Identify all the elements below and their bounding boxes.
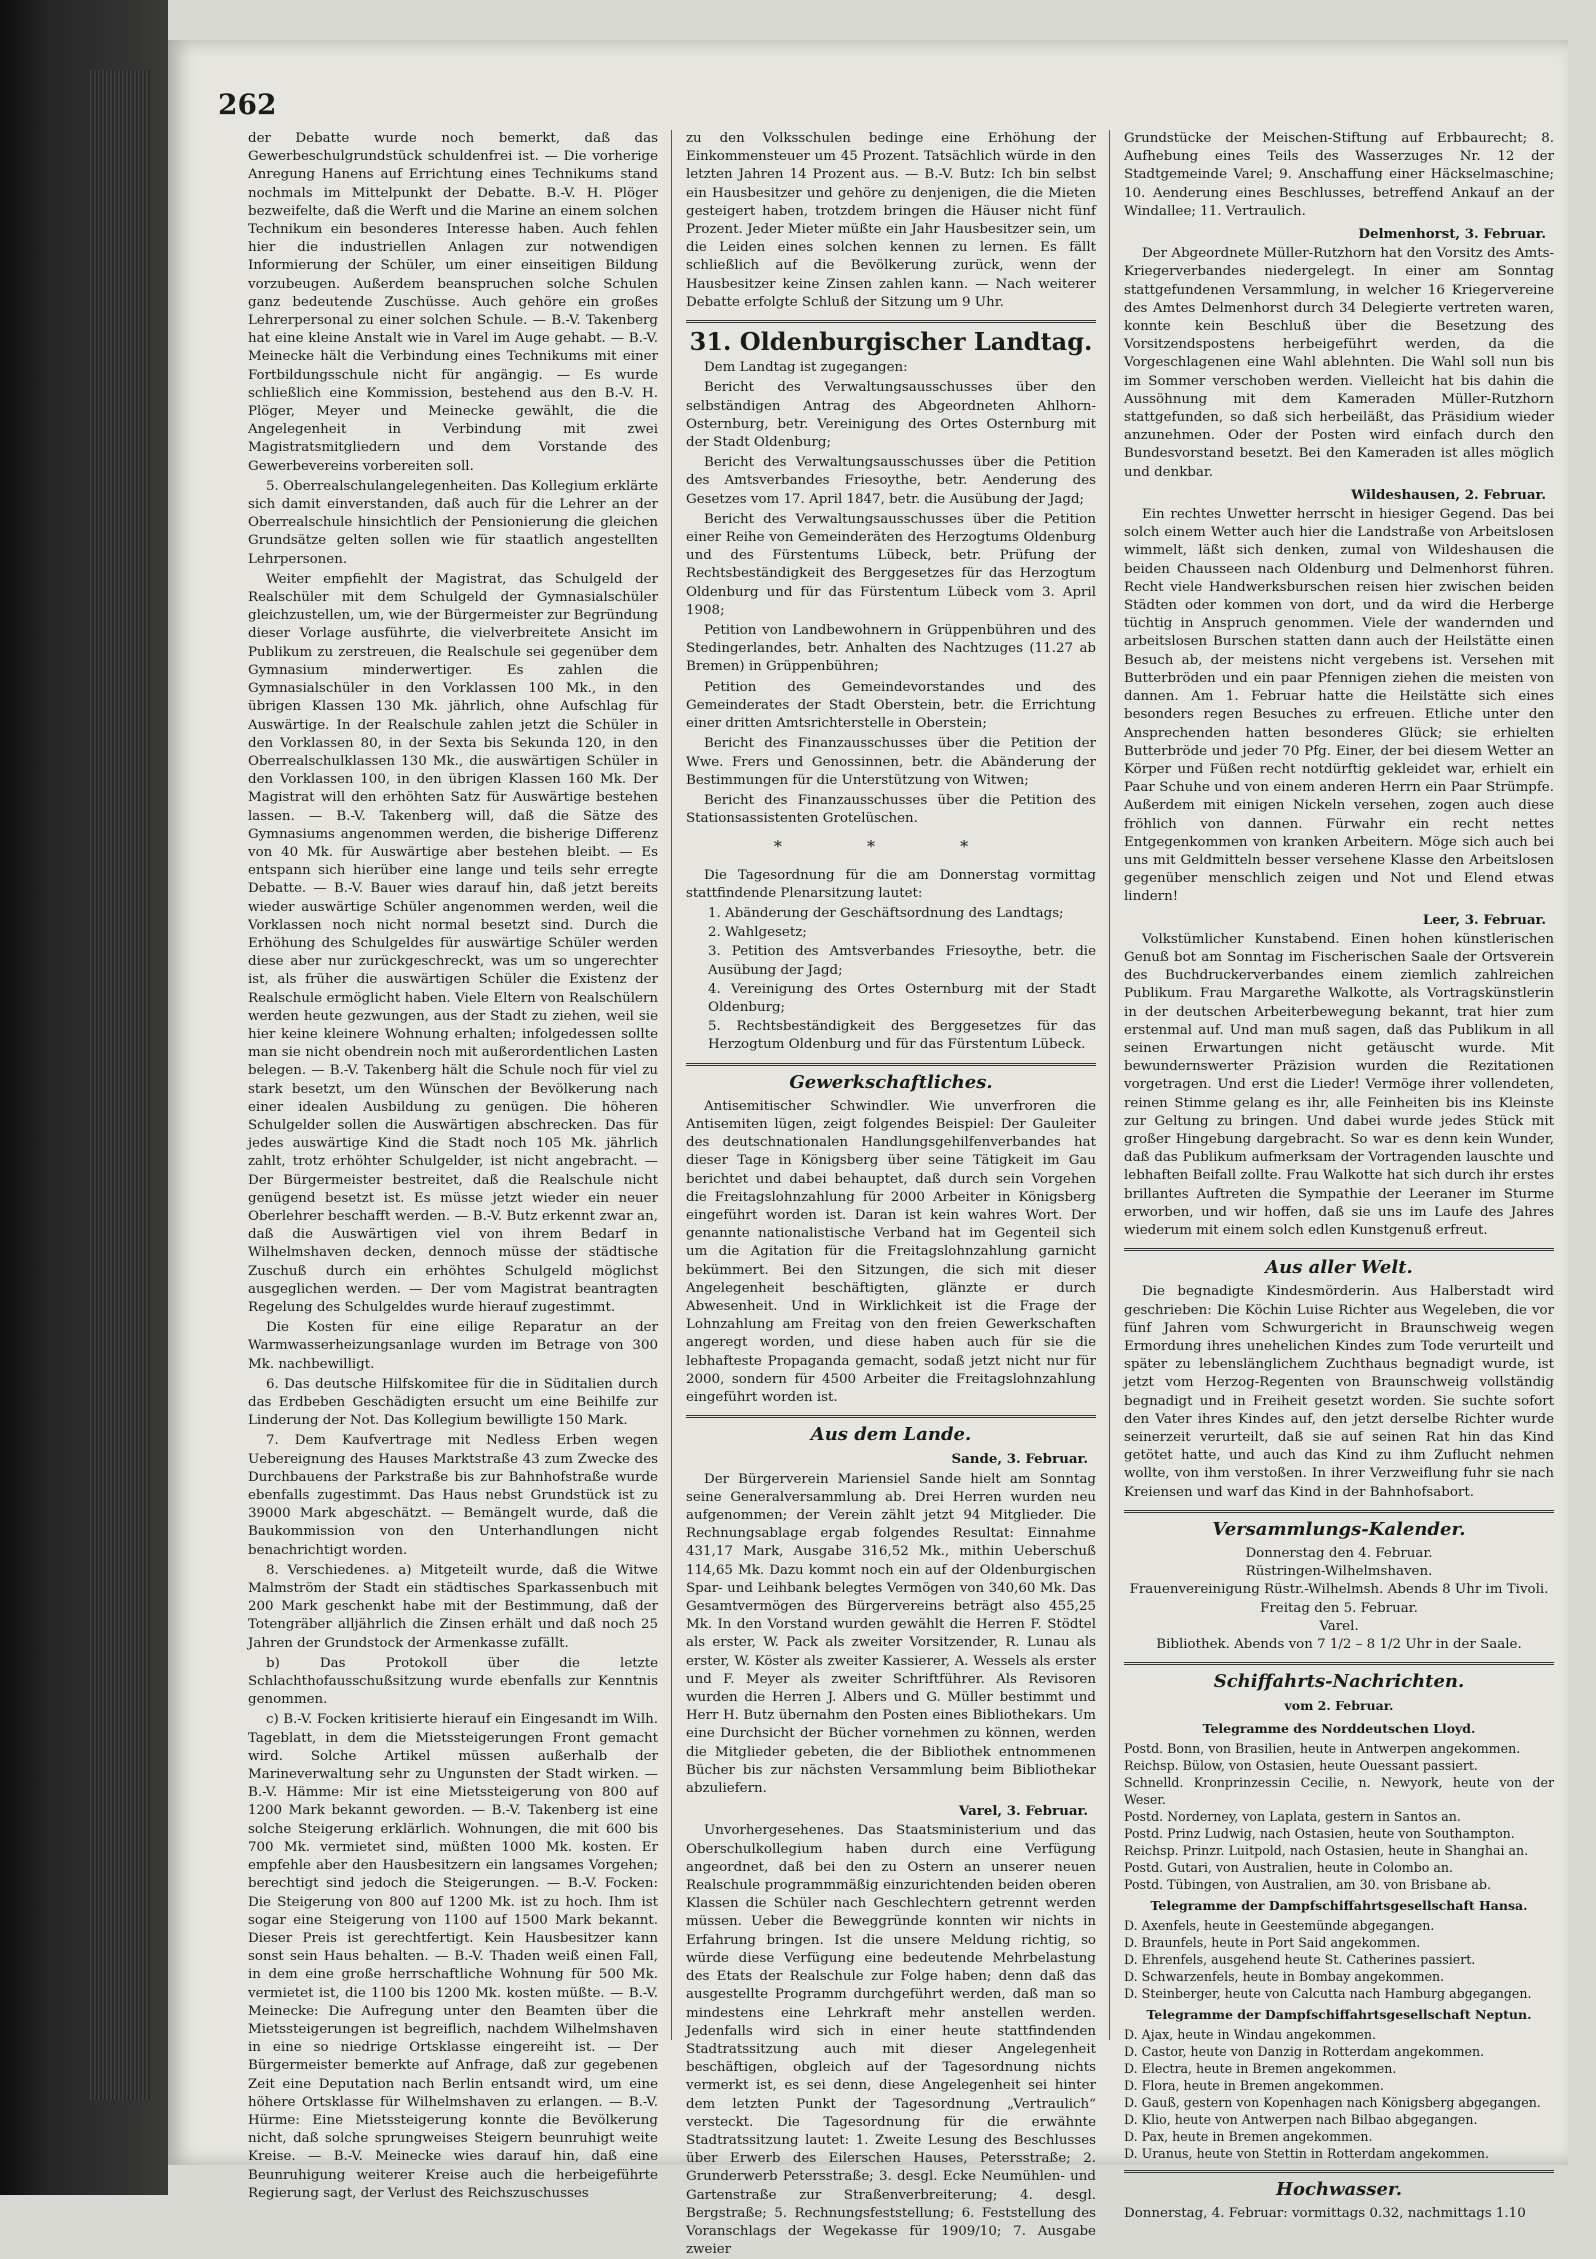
section-heading-aus-dem-lande: Aus dem Lande.	[810, 1424, 972, 1446]
column-rule	[1109, 130, 1110, 2040]
paragraph: 7. Dem Kaufvertrage mit Nedless Erben wegen Uebereignung des Hauses Marktstraße 43 zum Zwecke des Durchbauens der Parkstraße bis zur Bahnhofstraße wurde ebenfalls zugestimmt. Das Haus nebst Grundstück ist zu 39000 Mark abgeschätzt. — Bemängelt wurde, daß die Baukommission von den Unterhandlungen nicht benachrichtigt worden.	[248, 1433, 658, 1558]
page-number: 262	[218, 88, 277, 121]
list-item: Postd. Prinz Ludwig, nach Ostasien, heute von Southampton.	[1124, 1825, 1515, 1841]
separator-stars: * * *	[773, 837, 1009, 857]
list-item: Schnelld. Kronprinzessin Cecilie, n. Newyork, heute von der Weser.	[1124, 1774, 1554, 1807]
book-binding	[0, 0, 168, 2195]
paragraph: Antisemitischer Schwindler. Wie unverfroren die Antisemiten lügen, zeigt folgendes Beispiel: Der Gauleiter des deutschnationalen Handlungsgehilfenverbandes hat dieser Tage in Königsberg über seine Tätigkeit im Gau berichtet und dabei behauptet, daß durch sein Vorgehen die Freitagslohnzahlung für 2000 Arbeiter in Königsberg eingeführt worden ist. Daran ist kein wahres Wort. Der genannte nationalistische Verband hat im Gegenteil sich um die Agitation für die Freitagslohnzahlung garnicht bekümmert. Bei den Sitzungen, die sich mit dieser Angelegenheit beschäftigten, glänzte er durch Abwesenheit. Und in Wirklichkeit ist die Frage der Lohnzahlung am Freitag von den freien Gewerkschaften angeregt worden, und diese haben auch für sie die lebhafteste Propaganda gemacht, sodaß jetzt nicht nur für 2000, sondern für 4500 Arbeiter die Freitagslohnzahlung eingeführt worden ist.	[686, 1098, 1096, 1405]
paragraph: 5. Oberrealschulangelegenheiten. Das Kollegium erklärte sich damit einverstanden, daß auch für die Lehrer an der Oberrealschule hinsichtlich der Pensionierung die gleichen Grundsätze gelten sollen wie für staatlich angestellten Lehrpersonen.	[248, 478, 658, 567]
dateline: Sande, 3. Februar.	[951, 1451, 1088, 1468]
calendar-block	[1124, 1545, 1554, 1654]
paragraph: Grundstücke der Meischen-Stiftung auf Erbbaurecht; 8. Aufhebung eines Teils des Wasserzuges Nr. 12 der Stadtgemeinde Varel; 9. Anschaffung einer Häckselmaschine; 10. Aenderung eines Beschlusses, betreffend Ankauf an der Windallee; 11. Vertraulich.	[1124, 131, 1554, 219]
list-item: Postd. Tübingen, von Australien, am 30. von Brisbane ab.	[1124, 1876, 1491, 1892]
paragraph: Die begnadigte Kindesmörderin. Aus Halberstadt wird geschrieben: Die Köchin Luise Richter aus Wegeleben, die vor fünf Jahren vom Schwurgericht in Braunschweig wegen Ermordung ihres unehelichen Kindes zum Tode verurteilt und später zu lebenslänglichem Zuchthaus begnadigt wurde, ist jetzt vom Herzog-Regenten von Braunschweig vollständig begnadigt und in Freiheit gesetzt worden. Sie suchte sofort den Vater ihres Kindes auf, den jetzt derselbe Richter wurde seinerzeit verurteilt, daß sie auf seinen Rat hin das Kind getötet hatte, und auch das Kind zu ihm Zuflucht nehmen wollte, von ihm verstoßen. In ihrer Verzweiflung fuhr sie nach Kreiensen und warf das Kind in der Bahnhofsabort.	[1124, 1284, 1554, 1500]
paragraph: Die Kosten für eine eilige Reparatur an der Warmwasserheizungsanlage wurden im Betrage von 300 Mk. nachbewilligt.	[248, 1320, 658, 1372]
paragraph: Dem Landtag ist zugegangen:	[704, 360, 908, 376]
list-item: 3. Petition des Amtsverbandes Friesoythe, betr. die Ausübung der Jagd;	[708, 944, 1096, 978]
list-item: Reichsp. Prinzr. Luitpold, nach Ostasien, heute in Shanghai an.	[1124, 1842, 1529, 1858]
paragraph: Bericht des Finanzausschusses über die Petition der Wwe. Frers und Genossinnen, betr. die Abänderung der Bestimmungen für die Unterstützung von Witwen;	[686, 736, 1096, 788]
list-item: D. Pax, heute in Bremen angekommen.	[1124, 2129, 1373, 2145]
newspaper-page	[168, 40, 1568, 2258]
telegram-list-neptun	[1124, 2026, 1554, 2162]
paragraph: Unvorhergesehenes. Das Staatsministerium und das Oberschulkollegium haben durch eine Verfügung angeordnet, daß bei den zu Ostern an unserer neuen Realschule programmmäßig einzurichtenden beiden oberen Klassen die Schüler nach Geschlechtern getrennt werden müssen. Ueber die Beweggründe konnten wir nichts in Erfahrung bringen. Ist die unsere Meldung richtig, so würde diese Verfügung eine bedeutende Mehrbelastung des Etats der Realschule zur Folge haben; denn daß das ausgestellte Programm durchgeführt werden, daß man so mindestens eine Lehrkraft mehr anstellen werden. Jedenfalls wird sich in einer heute stattfindenden Stadtratssitzung auch mit dieser Angelegenheit beschäftigen, obgleich auf der Tagesordnung nichts vermerkt ist, es sei denn, diese Angelegenheit sei hinter dem letzten Punkt der Tagesordnung „Vertraulich“ versteckt. Die Tagesordnung für die erwähnte Stadtratssitzung lautet: 1. Zweite Lesung des Beschlusses über Erwerb des Eilerschen Hauses, Petersstraße; 2. Grunderwerb Petersstraße; 3. desgl. Ecke Neumühlen- und Gartenstraße zur Straßenverbreiterung; 4. desgl. Bergstraße; 5. Rechnungsfeststellung; 6. Feststellung des Voranschlags der Wegekasse für 1909/10; 7. Ausgabe zweier	[686, 1823, 1096, 2258]
section-heading-hochwasser: Hochwasser.	[1275, 2179, 1403, 2201]
telegram-list-hansa	[1124, 1917, 1554, 2002]
section-divider	[686, 320, 1096, 323]
list-item: 2. Wahlgesetz;	[708, 925, 807, 941]
section-divider	[686, 1063, 1096, 1066]
telegram-heading: Telegramme des Norddeutschen Lloyd.	[1202, 1720, 1476, 1736]
list-item: D. Electra, heute in Bremen angekommen.	[1124, 2061, 1397, 2077]
paragraph: Volkstümlicher Kunstabend. Einen hohen künstlerischen Genuß bot am Sonntag im Fischerischen Saale der Ortsverein des Buchdruckerverbandes einem ziemlich zahlreichen Publikum. Frau Margarethe Walkotte, als Vortragskünstlerin in der deutschen Arbeiterbewegung bekannt, trat hier zum erstenmal auf. Und man muß sagen, daß das Publikum in all seinen Erwartungen nicht getäuscht wurde. Mit bewundernswerter Präzision wurden die Rezitationen vorgetragen. Und erst die Lieder! Vermöge ihrer vollendeten, reinen Stimme gelang es ihr, alle Feinheiten bis ins Kleinste zur Geltung zu bringen. Und dabei wurde jedes Stück mit großer Hingebung dargebracht. So war es denn kein Wunder, daß das Publikum aufmerksam der Vortragenden lauschte und lebhaften Beifall zollte. Frau Walkotte hat sich durch ihr erstes brillantes Auftreten die Sympathie der Leeraner im Sturme erworben, und wir hoffen, daß sie uns im Laufe des Jahres wiederum mit einem solch edlen Kunstgenuß erfreut.	[1124, 931, 1554, 1238]
list-item: D. Gauß, gestern von Kopenhagen nach Königsberg abgegangen.	[1124, 2095, 1541, 2111]
dateline: Delmenhorst, 3. Februar.	[1358, 226, 1546, 243]
telegram-heading: Telegramme der Dampfschiffahrtsgesellschaft Hansa.	[1150, 1897, 1528, 1913]
paragraph: b) Das Protokoll über die letzte Schlachthofausschußsitzung wurde ebenfalls zur Kenntnis genommen.	[248, 1655, 658, 1708]
section-heading-schiffahrts-nachrichten: Schiffahrts-Nachrichten.	[1213, 1671, 1465, 1693]
paragraph: Die Tagesordnung für die am Donnerstag vormittag stattfindende Plenarsitzung lautet:	[686, 867, 1096, 901]
column-2	[686, 130, 1096, 2258]
dateline: Leer, 3. Februar.	[1422, 911, 1546, 928]
list-item: D. Ajax, heute in Windau angekommen.	[1124, 2027, 1376, 2043]
column-3	[1124, 130, 1554, 2222]
paragraph: Weiter empfiehlt der Magistrat, das Schulgeld der Realschüler mit dem Schulgeld der Gymnasialschüler gleichzustellen, um, wie der Bürgermeister zur Begründung dieser Vorlage ausführte, die vielverbreitete Ansicht im Publikum zu zerstreuen, die Realschule sei gegenüber dem Gymnasium minderwertiger. Es zahlen die Gymnasialschüler in den Vorklassen 100 Mk., in den übrigen Klassen 130 Mk. jährlich, ohne Aufschlag für Auswärtige. In der Realschule zahlen jetzt die Schüler in den Vorklassen 80, in der Sexta bis Sekunda 120, in den Oberrealschulklassen 130 Mk., die auswärtigen Schüler in den Vorklassen 100, in den übrigen Klassen 160 Mk. Der Magistrat will den erhöhten Satz für Auswärtige bestehen lassen. — B.-V. Takenberg will, daß die Sätze des Gymnasiums angenommen werden, die bisherige Differenz von 40 Mk. für Auswärtige aber bestehen bleibt. — Es entspann sich hierüber eine lange und teils sehr erregte Debatte. — B.-V. Bauer wies darauf hin, daß jetzt bereits wieder auswärtige Schüler angenommen werden, weil die Vorklassen noch nicht normal besetzt sind. Durch die Erhöhung des Schulgeldes für auswärtige Schüler werden diese aber nur zurückgeschreckt, was um so ungerechter ist, als früher die auswärtigen Schüler die Existenz der Realschule ermöglicht haben. Viele Eltern von Realschülern werden heute gezwungen, aus der Stadt zu ziehen, weil sie hier keine kleinere Wohnung erhalten; infolgedessen sollte man sie nicht obendrein noch mit außerordentlichen Lasten belegen. — B.-V. Takenberg hält die Schule noch für viel zu stark besetzt, um den Wünschen der Bevölkerung nach einer idealen Ausbildung zu genügen. Die höheren Schulgelder sollen die Auswärtigen abschrecken. Das für jedes auswärtige Kind die Stadt noch 105 Mk. jährlich zahlt, trotz erhöhter Schulgelder, ist nicht angebracht. — Der Bürgermeister bestreitet, daß die Realschule nicht genügend besetzt ist. Es müsse jetzt wieder ein neuer Oberlehrer beschafft werden. — B.-V. Butz erkennt zwar an, daß die Auswärtigen viel von ihrem Bedarf in Wilhelmshaven decken, dennoch müsse der städtische Zuschuß durch ein erhöhtes Schulgeld möglichst ausgeglichen werden. — Der vom Magistrat beantragten Regelung des Schulgeldes wurde hierauf zugestimmt.	[248, 571, 658, 1315]
section-divider	[1124, 2170, 1554, 2173]
paragraph: c) B.-V. Focken kritisierte hierauf ein Eingesandt im Wilh. Tageblatt, in dem die Mietssteigerungen Front gemacht wird. Solche Artikel müssen außerhalb der Marineverwaltung sehr zu Ungunsten der Stadt wirken. — B.-V. Hämme: Mir ist eine Mietssteigerung von 800 auf 1200 Mark bekannt geworden. — B.-V. Takenberg ist eine solche Steigerung erklärlich. Wohnungen, die mit 600 bis 700 Mk. vermietet sind, müßten 1000 Mk. kosten. Er empfehle aber den Hausbesitzern ein langsames Vorgehen; berechtigt sind jedoch die Steigerungen. — B.-V. Focken: Die Steigerung von 800 auf 1200 Mk. ist zu hoch. Ihm ist sogar eine Steigerung von 1100 auf 1500 Mark bekannt. Dieser Preis ist gerechtfertigt. Kein Hausbesitzer kann sonst sein Haus behalten. — B.-V. Thaden weiß einen Fall, in dem eine große herrschaftliche Wohnung für 500 Mk. vermietet ist, die 1100 bis 1200 Mk. kosten müßte. — B.-V. Meinecke: Die Aufregung unter den Beamten über die Mietssteigerungen ist begreiflich, nachdem Wilhelmshaven in eine so niedrige Ortsklasse eingereiht ist. — Der Bürgermeister bemerkte auf Anfrage, daß zur gegebenen Zeit eine Deputation nach Berlin entsandt wird, um eine höhere Ortsklasse für Wilhelmshaven zu erlangen. — B.-V. Hürme: Eine Mietssteigerung konnte die Bevölkerung nicht, daß solche sprungweises Steigern beunruhigt weite Kreise. — B.-V. Meinecke wies darauf hin, daß eine Beunruhigung weiterer Kreise auch die herbeigeführte Regierung sagt, der Verlust des Reichszuschusses	[248, 1712, 658, 2201]
list-item: D. Flora, heute in Bremen angekommen.	[1124, 2078, 1384, 2094]
agenda-list	[686, 905, 1096, 1055]
list-item: D. Castor, heute von Danzig in Rotterdam angekommen.	[1124, 2044, 1485, 2060]
section-divider	[1124, 1510, 1554, 1513]
list-item: 1. Abänderung der Geschäftsordnung des Landtags;	[708, 905, 1064, 921]
paragraph: Der Abgeordnete Müller-Rutzhorn hat den Vorsitz des Amts-Kriegerverbandes niedergelegt. In einer am Sonntag stattgefundenen Versammlung, in welcher 16 Kriegervereine des Amtes Delmenhorst durch 34 Delegierte vertreten waren, konnte kein Beschluß über die Besetzung des Vorsitzendspostens herbeigeführt werden, da die Vorgeschlagenen eine Wahl ablehnten. Die Wahl soll nun bis im Sommer verschoben werden. Vielleicht hat bis dahin die Aussöhnung mit dem Kameraden Müller-Rutzhorn stattgefunden, so daß sich herbeiläßt, das Präsidium wieder anzunehmen. Oder der Posten wird einfach durch den Bundesvorstand besetzt. Bei den Kameraden ist alles möglich und denkbar.	[1124, 246, 1554, 480]
section-divider	[1124, 1662, 1554, 1665]
list-item: D. Uranus, heute von Stettin in Rotterdam angekommen.	[1124, 2146, 1490, 2162]
calendar-line: Donnerstag den 4. Februar.	[1245, 1546, 1433, 1562]
sub-date: vom 2. Februar.	[1284, 1698, 1394, 1714]
list-item: 5. Rechtsbeständigkeit des Berggesetzes für das Herzogtum Oldenburg und für das Fürstentum Lübeck.	[708, 1019, 1096, 1053]
section-divider	[686, 1415, 1096, 1418]
calendar-line: Varel.	[1319, 1618, 1359, 1634]
list-item: D. Braunfels, heute in Port Said angekommen.	[1124, 1935, 1421, 1951]
list-item: D. Steinberger, heute von Calcutta nach Hamburg abgegangen.	[1124, 1986, 1532, 2002]
paragraph: Der Bürgerverein Mariensiel Sande hielt am Sonntag seine Generalversammlung ab. Drei Herren wurden neu aufgenommen; der Verein zählt jetzt 94 Mitglieder. Die Rechnungsablage ergab folgendes Resultat: Einnahme 431,17 Mark, Ausgabe 316,52 Mk., mithin Ueberschuß 114,65 Mk. Dazu kommt noch ein auf der Oldenburgischen Spar- und Leihbank belegtes Vermögen von 340,60 Mk. Das Gesamtvermögen des Bürgervereins beträgt also 455,25 Mk. In den Vorstand wurden gewählt die Herren F. Stödtel als erster, W. Pack als zweiter Vorsitzender, R. Lunau als erster, W. Köster als zweiter Kassierer, A. Wessels als erster und F. Meyer als zweiter Schriftführer. Als Revisoren wurden die Herren J. Albers und G. Müller bestimmt und Herr H. Butz übernahm den Posten eines Bibliothekars. Um eine Durchsicht der Bücher vornehmen zu können, werden die Mitglieder gebeten, die der Bibliothek entnommenen Bücher bis zur nächsten Versammlung beim Bibliothekar abzuliefern.	[686, 1471, 1096, 1797]
paragraph: Bericht des Finanzausschusses über die Petition des Stationsassistenten Grotelüschen.	[686, 792, 1096, 827]
list-item: Postd. Bonn, von Brasilien, heute in Antwerpen angekommen.	[1124, 1740, 1521, 1756]
paragraph: Bericht des Verwaltungsausschusses über den selbständigen Antrag des Abgeordneten Ahlhorn-Osternburg, betr. Vereinigung des Ortes Osternburg mit der Stadt Oldenburg;	[686, 380, 1096, 451]
section-heading-gewerkschaftliches: Gewerkschaftliches.	[789, 1071, 993, 1093]
paragraph: der Debatte wurde noch bemerkt, daß das Gewerbeschulgrundstück schuldenfrei ist. — Die vorherige Anregung Hanens auf Errichtung eines Technikums stand nochmals im Mittelpunkt der Debatte. B.-V. H. Plöger bezweifelte, daß die Werft und die Marine an einem solchen Technikum ein besonderes Interesse haben. Auch fehlen hier die industriellen Anlagen zur notwendigen Informierung der Schüler, um einer einseitigen Bildung vorzubeugen. Außerdem beanspruchen solche Schulen ganz bedeutende Zuschüsse. Auch gehöre ein großes Lehrerpersonal zu einer solchen Schule. — B.-V. Takenberg hat eine kleine Anstalt wie in Varel im Auge gehabt. — B.-V. Meinecke hält die Verbindung eines Technikums mit einer Fortbildungsschule nicht für angängig. — Es wurde schließlich eine Kommission, bestehend aus den B.-V. H. Plöger, Meyer und Meinecke gewählt, die die Angelegenheit in Verbindung mit zwei Magistratsmitgliedern und dem Vorstande des Gewerbevereins vorbereiten soll.	[248, 131, 658, 474]
list-item: D. Ehrenfels, ausgehend heute St. Catherines passiert.	[1124, 1952, 1476, 1968]
paragraph: Ein rechtes Unwetter herrscht in hiesiger Gegend. Das bei solch einem Wetter auch hier die Landstraße von Arbeitslosen wimmelt, läßt sich denken, zumal von Wildeshausen die beiden Chausseen nach Oldenburg und Delmenhorst führen. Recht viele Handwerksburschen reisen hier zwischen beiden Städten oder kommen von dort, und da wird die Herberge tüchtig in Anspruch genommen. Viele der wandernden und arbeitslosen Burschen statten dann auch der Heilstätte einen Besuch ab, der meistens nicht vergebens ist. Versehen mit Butterbröden und ein paar Pfennigen ziehen die meisten von dannen. Am 1. Februar hatte die Heilstätte sich eines besonders regen Besuches zu erfreuen. Etliche unter den Ansprechenden hatten besonderes Glück; sie erhielten Butterbröde und jeder 70 Pfg. Einer, der bei diesem Wetter an Körper und Füßen recht notdürftig gekleidet war, erhielt ein Paar Schuhe und von einem anderen Herrn ein Paar Strümpfe. Außerdem mit einigen Nickeln versehen, zogen auch diese fröhlich von dannen. Fürwahr ein recht nettes Entgegenkommen von kranken Arbeitern. Möge sich auch bei uns mit Geldmitteln besser versehene Klasse den Arbeitslosen gegenüber menschlich zeigen und Not und Elend etwas lindern!	[1124, 507, 1554, 905]
calendar-line: Frauenvereinigung Rüstr.-Wilhelmsh. Abends 8 Uhr im Tivoli.	[1129, 1582, 1549, 1598]
section-heading-landtag: 31. Oldenburgischer Landtag.	[689, 327, 1093, 357]
paragraph: Bericht des Verwaltungsausschusses über die Petition einer Reihe von Gemeinderäten des Herzogtums Oldenburg und des Fürstentums Lübeck, betr. Prüfung der Rechtsbeständigkeit des Berggesetzes für das Herzogtum Oldenburg und für das Fürstentum Lübeck vom 3. April 1908;	[686, 511, 1096, 618]
paragraph: Petition von Landbewohnern in Grüppenbühren und des Stedingerlandes, betr. Anhalten des Nachtzuges (11.27 ab Bremen) in Grüppenbühren;	[686, 623, 1096, 675]
list-item: Postd. Gutari, von Australien, heute in Colombo an.	[1124, 1859, 1453, 1875]
calendar-line: Bibliothek. Abends von 7 1/2 – 8 1/2 Uhr in der Saale.	[1156, 1637, 1522, 1653]
telegram-list-lloyd	[1124, 1740, 1554, 1893]
column-1	[248, 130, 658, 2201]
paragraph: 8. Verschiedenes. a) Mitgeteilt wurde, daß die Witwe Malmström der Stadt ein städtisches Sparkassenbuch mit 200 Mark geschenkt habe mit der Bestimmung, daß der Totengräber alljährlich die Zinsen erhält und daß noch 25 Jahren der Grundstock der Armenkasse zufällt.	[248, 1562, 658, 1651]
paragraph: 6. Das deutsche Hilfskomitee für die in Süditalien durch das Erdbeben Geschädigten ersucht um eine Beihilfe zur Linderung der Not. Das Kollegium bewilligte 150 Mark.	[248, 1376, 658, 1429]
section-heading-aus-aller-welt: Aus aller Welt.	[1265, 1257, 1413, 1279]
list-item: Postd. Norderney, von Laplata, gestern in Santos an.	[1124, 1808, 1461, 1824]
dateline: Varel, 3. Februar.	[958, 1803, 1088, 1820]
list-item: D. Klio, heute von Antwerpen nach Bilbao abgegangen.	[1124, 2112, 1478, 2128]
list-item: 4. Vereinigung des Ortes Osternburg mit der Stadt Oldenburg;	[708, 981, 1096, 1015]
section-divider	[1124, 1248, 1554, 1251]
tide-times: Donnerstag, 4. Februar: vormittags 0.32, nachmittags 1.10	[1124, 2206, 1526, 2222]
list-item: D. Schwarzenfels, heute in Bombay angekommen.	[1124, 1969, 1445, 1985]
dateline: Wildeshausen, 2. Februar.	[1351, 486, 1546, 503]
paragraph: Petition des Gemeindevorstandes und des Gemeinderates der Stadt Oberstein, betr. die Errichtung einer dritten Amtsrichterstelle in Oberstein;	[686, 679, 1096, 732]
paragraph: Bericht des Verwaltungsausschusses über die Petition des Amtsverbandes Friesoythe, betr. Aenderung des Gesetzes vom 17. April 1847, betr. die Ausübung der Jagd;	[686, 455, 1096, 507]
telegram-heading: Telegramme der Dampfschiffahrtsgesellschaft Neptun.	[1146, 2007, 1532, 2023]
calendar-line: Freitag den 5. Februar.	[1260, 1600, 1418, 1616]
section-heading-versammlungs-kalender: Versammlungs-Kalender.	[1212, 1518, 1466, 1540]
list-item: D. Axenfels, heute in Geestemünde abgegangen.	[1124, 1918, 1435, 1934]
calendar-line: Rüstringen-Wilhelmshaven.	[1245, 1564, 1433, 1580]
paragraph: zu den Volksschulen bedinge eine Erhöhung der Einkommensteuer um 45 Prozent. Tatsächlich würde in den letzten Jahren 14 Prozent aus. — B.-V. Butz: Ich bin selbst ein Hausbesitzer und gehöre zu denjenigen, die die Mieten gesteigert haben, trotzdem bringen die Häuser nicht fünf Prozent. Jeder Mieter müßte ein Jahr Hausbesitzer sein, um die Leiden eines solchen kennen zu lernen. Es fällt schließlich auf die Bevölkerung zurück, wenn der Hausbesitzer keine Zinsen zahlen kann. — Nach weiterer Debatte erfolgte Schluß der Sitzung um 9 Uhr.	[686, 131, 1096, 310]
column-rule	[671, 130, 672, 2040]
list-item: Reichsp. Bülow, von Ostasien, heute Ouessant passiert.	[1124, 1757, 1478, 1773]
